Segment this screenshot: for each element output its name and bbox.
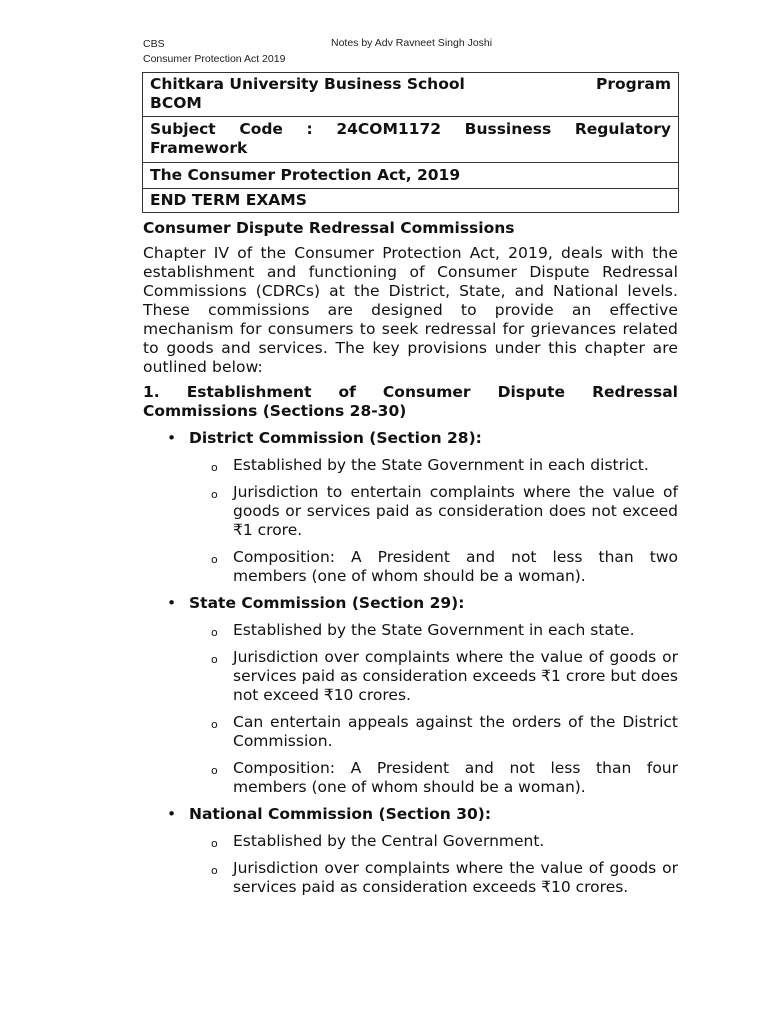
info-cell-university (143, 73, 679, 117)
list-item: o Established by the State Government in each state. (143, 621, 678, 640)
document-body (143, 219, 678, 905)
circle-bullet-icon: o (211, 461, 218, 474)
circle-bullet-icon: o (211, 864, 218, 877)
bullet-state (143, 594, 678, 613)
exam-title: END TERM EXAMS (143, 189, 679, 213)
bullet-national (143, 805, 678, 824)
act-title: The Consumer Protection Act, 2019 (143, 163, 679, 189)
info-table (142, 72, 679, 213)
section-title: Consumer Dispute Redressal Commissions (143, 219, 515, 237)
list-item: o Jurisdiction to entertain complaints where the value of goods or services paid as consideration does not exceed ₹1 crore. (211, 483, 678, 539)
header-cbs: CBS (143, 38, 165, 50)
circle-bullet-icon: o (211, 718, 218, 731)
program-value: BCOM (150, 94, 202, 112)
bullet-district (143, 429, 678, 448)
list-item: o Composition: A President and not less than four members (one of whom should be a woman). (211, 759, 678, 796)
header-act: Consumer Protection Act 2019 (143, 53, 286, 65)
list-item: o Can entertain appeals against the orders of the District Commission. (211, 713, 678, 750)
header-left (143, 37, 285, 67)
list-item: o Jurisdiction over complaints where the value of goods or services paid as consideration exceeds ₹10 crores. (211, 859, 678, 896)
district-title: District Commission (Section 28): (189, 429, 482, 447)
circle-bullet-icon: o (211, 488, 218, 501)
list-item: o Jurisdiction over complaints where the value of goods or services paid as consideration exceeds ₹1 crore but does not exceed ₹10 crores. (211, 648, 678, 704)
info-row-university (143, 73, 679, 117)
circle-bullet-icon: o (211, 764, 218, 777)
info-row-exam (143, 189, 679, 213)
list-item: o Established by the Central Government. (143, 832, 678, 851)
program-label: Program (595, 75, 671, 93)
intro-paragraph: Chapter IV of the Consumer Protection Act, 2019, deals with the establishment and functioning of Consumer Dispute Redressal Commissions (CDRCs) at the District, State, and National levels. These commissions are designed to provide an effective mechanism for consumers to seek redressal for grievances related to goods and services. The key provisions under this chapter are outlined below: (143, 244, 678, 376)
info-row-subject (143, 117, 679, 163)
subject-code: Subject Code : 24COM1172 Bussiness Regulatory Framework (143, 117, 679, 163)
circle-bullet-icon: o (211, 837, 218, 850)
state-title: State Commission (Section 29): (189, 594, 465, 612)
circle-bullet-icon: o (211, 653, 218, 666)
list-item: o Composition: A President and not less than two members (one of whom should be a woman). (211, 548, 678, 585)
heading-establishment: 1. Establishment of Consumer Dispute Redressal Commissions (Sections 28-30) (143, 383, 678, 420)
bullet-dot-icon: • (167, 805, 177, 823)
header-author: Notes by Adv Ravneet Singh Joshi (331, 37, 493, 49)
list-item: o Established by the State Government in each district. (143, 456, 678, 475)
bullet-dot-icon: • (167, 594, 177, 612)
national-title: National Commission (Section 30): (189, 805, 492, 823)
circle-bullet-icon: o (211, 553, 218, 566)
university-name: Chitkara University Business School (150, 75, 465, 93)
info-row-act (143, 163, 679, 189)
bullet-dot-icon: • (167, 429, 177, 447)
circle-bullet-icon: o (211, 626, 218, 639)
